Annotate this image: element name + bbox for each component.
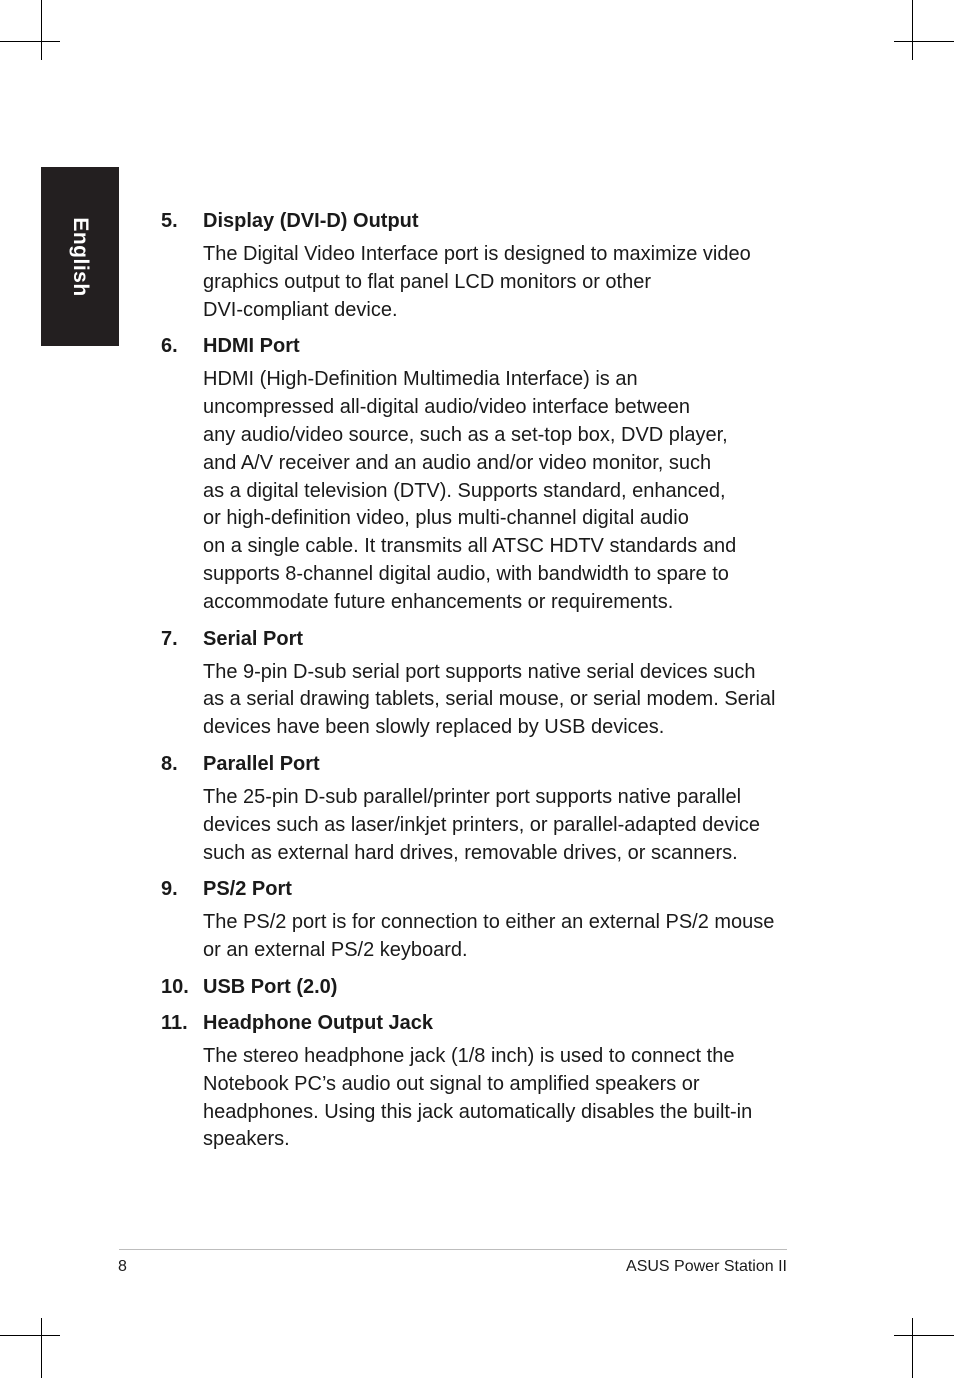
section-number: 7. bbox=[161, 627, 178, 650]
section-title: Parallel Port bbox=[203, 752, 320, 775]
section-serial-port bbox=[161, 625, 801, 742]
document-title: ASUS Power Station II bbox=[626, 1258, 787, 1275]
section-heading bbox=[161, 332, 801, 360]
section-body: The PS/2 port is for connection to either an external PS/2 mouse or an external PS/2 keyboard. bbox=[203, 911, 775, 962]
section-heading bbox=[161, 207, 801, 235]
section-number: 9. bbox=[161, 878, 178, 901]
section-number: 5. bbox=[161, 210, 178, 232]
section-heading bbox=[161, 875, 801, 903]
section-number: 10. bbox=[161, 975, 189, 998]
section-body: The 25-pin D-sub parallel/printer port supports native parallel devices such as laser/inkjet printers, or parallel-adapted device such as external hard drives, removable drives, or scanners. bbox=[203, 785, 760, 864]
page-number: 8 bbox=[118, 1258, 127, 1275]
section-title: PS/2 Port bbox=[203, 878, 292, 901]
section-heading bbox=[161, 1009, 801, 1037]
section-display-output bbox=[161, 207, 801, 324]
section-number: 11. bbox=[161, 1011, 188, 1034]
section-body: The 9-pin D-sub serial port supports native serial devices such as a serial drawing tablets, serial mouse, or serial modem. Serial devices have been slowly replaced by USB devices. bbox=[203, 660, 776, 739]
crop-mark bbox=[0, 1335, 60, 1336]
crop-mark bbox=[912, 0, 913, 60]
section-title: Display (DVI-D) Output bbox=[203, 210, 419, 232]
section-title: Headphone Output Jack bbox=[203, 1011, 434, 1034]
section-heading bbox=[161, 625, 801, 653]
crop-mark bbox=[41, 1318, 42, 1378]
crop-mark bbox=[894, 1335, 954, 1336]
section-number: 8. bbox=[161, 752, 178, 775]
crop-mark bbox=[41, 0, 42, 60]
language-tab bbox=[41, 167, 119, 346]
crop-mark bbox=[0, 41, 60, 42]
section-parallel-port bbox=[161, 750, 801, 867]
section-hdmi-port bbox=[161, 332, 801, 616]
section-heading bbox=[161, 750, 801, 778]
section-title: HDMI Port bbox=[203, 335, 300, 358]
section-number: 6. bbox=[161, 335, 178, 358]
port-descriptions bbox=[161, 207, 801, 1154]
section-title: USB Port (2.0) bbox=[203, 975, 338, 998]
section-body: The stereo headphone jack (1/8 inch) is used to connect the Notebook PC’s audio out signal to amplified speakers or headphones. Using this jack automatically disables the built-in speakers. bbox=[203, 1044, 753, 1151]
section-heading bbox=[161, 973, 801, 1001]
footer-divider bbox=[119, 1249, 787, 1250]
section-body: The Digital Video Interface port is designed to maximize video graphics output to flat panel LCD monitors or other DVI-compliant device. bbox=[203, 243, 751, 321]
crop-mark bbox=[894, 41, 954, 42]
language-label: English bbox=[69, 216, 92, 297]
crop-mark bbox=[912, 1318, 913, 1378]
section-headphone-jack bbox=[161, 1009, 801, 1154]
section-body: HDMI (High-Definition Multimedia Interface) is an uncompressed all-digital audio/video interface between any audio/video source, such as a set-top box, DVD player, and A/V receiver and an audio and/or video monitor, such as a digital television (DTV). Supports standard, enhanced, or high-definition video, plus multi-channel digital audio on a single cable. It transmits all ATSC HDTV standards and supports 8-channel digital audio, with bandwidth to spare to accommodate future enhancements or requirements. bbox=[203, 368, 737, 613]
section-title: Serial Port bbox=[203, 627, 304, 650]
section-ps2-port bbox=[161, 875, 801, 965]
section-usb-port bbox=[161, 973, 801, 1001]
